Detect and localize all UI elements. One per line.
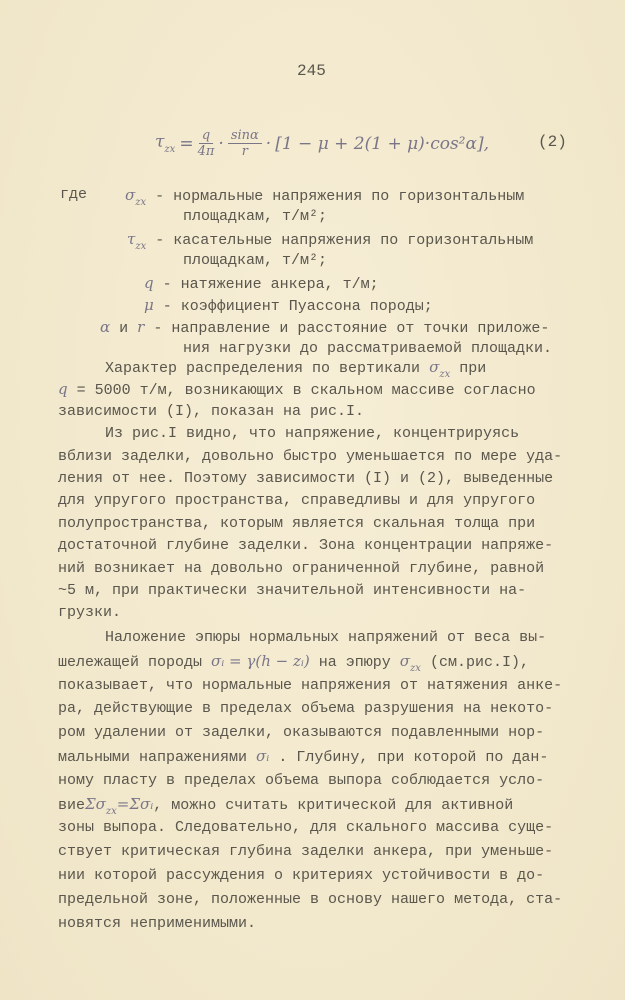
- body-text: [58, 356, 562, 625]
- conjunction: и: [110, 320, 138, 337]
- subscript: zx: [135, 241, 147, 252]
- text-line: ~5 м, при практически значительной интенсивности на-: [58, 581, 527, 599]
- text: при: [450, 360, 487, 377]
- definition: - касательные напряжения по горизонтальным: [146, 232, 534, 249]
- text-line: [58, 650, 562, 674]
- text-line: зоны выпора. Следовательно, для скального массива суще-: [58, 819, 554, 837]
- text: вие: [58, 796, 86, 814]
- text-line: [58, 745, 562, 769]
- text-line: ний возникает на довольно ограниченной глубине, равной: [58, 559, 545, 577]
- text-line: зависимости (I), показан на рис.I.: [58, 402, 365, 420]
- sigma-symbol: σ: [399, 651, 411, 670]
- sum-sigma: Σσ: [85, 794, 106, 813]
- text: (см.рис.I),: [420, 653, 529, 671]
- text-line: показывает, что нормальные напряжения от натяжения анке-: [58, 676, 563, 694]
- sigma-symbol: σᵢ: [256, 746, 270, 765]
- text-line: [58, 356, 562, 378]
- text-line: Из рис.I видно, что напряжение, концентрируясь: [105, 425, 520, 443]
- text-line: предельной зоне, положенные в основу нашего метода, ста-: [58, 890, 563, 908]
- dot: ·: [218, 133, 224, 154]
- text: , можно считать критической для активной: [153, 796, 514, 814]
- fraction-sin-r: [228, 128, 262, 159]
- definition: - натяжение анкера, т/м;: [153, 276, 379, 293]
- formula-bracket: [1 − μ + 2(1 + μ)·cos²α],: [275, 133, 490, 154]
- text: шележащей породы: [58, 653, 212, 671]
- text: на эпюру: [309, 653, 400, 671]
- alpha-symbol: α: [100, 318, 111, 336]
- text-line: ления от нее. Поэтому зависимости (I) и (2), выведенные: [58, 469, 554, 487]
- subscript: zx: [164, 144, 176, 155]
- tau-symbol: τ: [155, 132, 165, 152]
- where-item: [127, 230, 533, 252]
- text: Характер распределения по вертикали: [105, 360, 430, 377]
- subscript: zx: [105, 805, 117, 817]
- subscript: zx: [410, 662, 421, 674]
- tau-symbol: τ: [127, 230, 136, 248]
- formula-lhs: [155, 132, 175, 155]
- math-expression: σᵢ = γ(h − zᵢ): [211, 651, 310, 670]
- denominator: r: [241, 144, 248, 159]
- text: = 5000 т/м, возникающих в скальном массиве согласно: [67, 382, 536, 400]
- text-line: ствует критическая глубина заделки анкера, при уменьше-: [58, 843, 554, 861]
- definition-cont: площадкам, т/м²;: [183, 208, 328, 225]
- equals-sign: =: [179, 133, 194, 154]
- where-item: [144, 296, 433, 318]
- text-line: ра, действующие в пределах объема разрушения на некото-: [58, 700, 554, 718]
- page-number: 245: [297, 62, 326, 80]
- text-line: [58, 378, 562, 400]
- text-line: нии которой рассуждения о критериях устойчивости в до-: [58, 866, 545, 884]
- text-line: [58, 793, 562, 817]
- text-line: вблизи заделки, довольно быстро уменьшается по мере уда-: [58, 447, 563, 465]
- sigma-symbol: σ: [125, 186, 136, 204]
- text-line: новятся неприменимыми.: [58, 914, 257, 932]
- text-line: полупространства, которым является скальная толща при: [58, 514, 536, 532]
- definition: - нормальные напряжения по горизонтальным: [146, 188, 525, 205]
- q-symbol: q: [144, 274, 154, 292]
- dot: ·: [265, 133, 272, 154]
- where-item: [100, 318, 549, 340]
- text-line: достаточной глубине заделки. Зона концентрации напряже-: [58, 537, 554, 555]
- sigma-symbol: σ: [429, 358, 440, 376]
- definition: - коэффициент Пуассона породы;: [153, 298, 433, 315]
- numerator: sinα: [228, 128, 262, 144]
- where-word: где: [60, 186, 88, 203]
- text-line: Наложение эпюры нормальных напряжений от веса вы-: [105, 629, 547, 646]
- where-item: [125, 186, 524, 208]
- subscript: zx: [135, 197, 147, 208]
- denominator: 4π: [197, 144, 215, 159]
- subscript: zx: [439, 369, 451, 380]
- numerator: q: [199, 128, 213, 144]
- fraction-q-4pi: [198, 128, 215, 159]
- equation-number: (2): [538, 133, 567, 151]
- mu-symbol: μ: [144, 296, 154, 314]
- r-symbol: r: [137, 318, 145, 336]
- equation-2: [155, 128, 489, 159]
- text-line: для упругого пространства, справедливы и для упругого: [58, 492, 536, 510]
- body-text-2: [58, 626, 562, 935]
- text-line: ром удалении от заделки, оказываются подавленными нор-: [58, 724, 545, 742]
- where-item: [144, 274, 379, 296]
- sum-sigma: =Σσᵢ: [116, 794, 154, 813]
- text: мальными напражениями: [58, 748, 257, 766]
- q-symbol: q: [58, 380, 68, 399]
- definition-cont: площадкам, т/м²;: [183, 252, 328, 269]
- text-line: ному пласту в пределах объема выпора соблюдается усло-: [58, 771, 545, 789]
- definition: - направление и расстояние от точки приложе-: [144, 320, 550, 337]
- definition-cont: ния нагрузки до рассматриваемой площадки.: [183, 340, 553, 357]
- text: . Глубину, при которой по дан-: [269, 748, 549, 766]
- text-line: грузки.: [58, 604, 122, 622]
